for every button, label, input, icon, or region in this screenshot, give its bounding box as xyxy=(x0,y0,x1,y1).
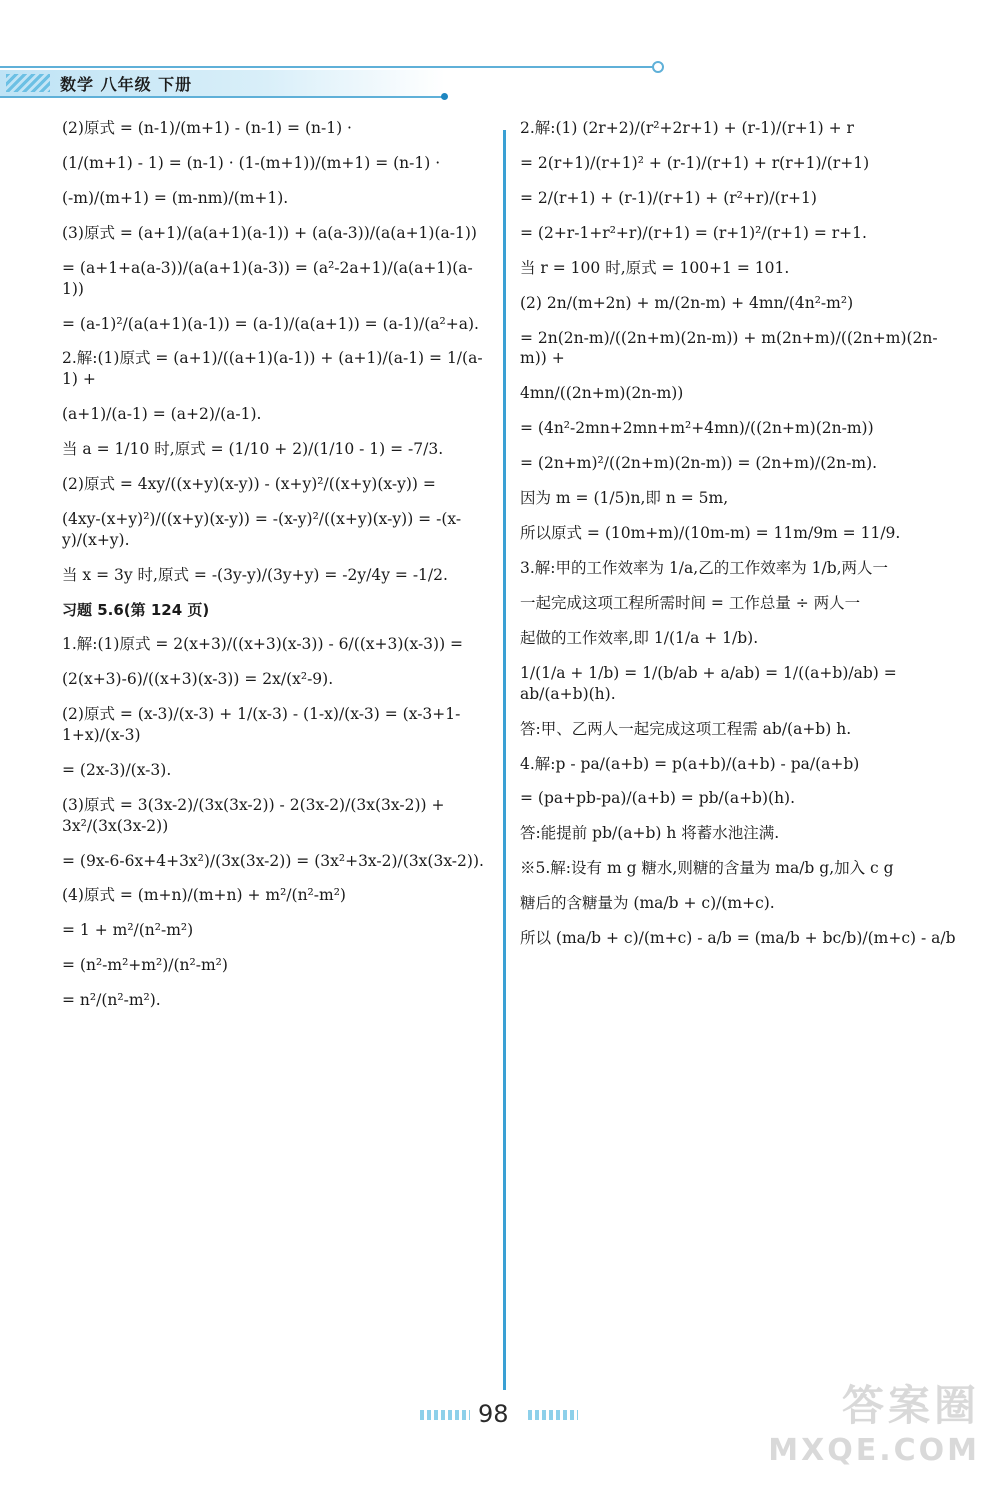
solution-line: 一起完成这项工程所需时间 = 工作总量 ÷ 两人一 xyxy=(520,593,861,612)
solution-line: = (a-1)²/(a(a+1)(a-1)) = (a-1)/(a(a+1)) = (a-1)/(a²+a). xyxy=(62,314,479,333)
footer-ornament-right xyxy=(528,1410,578,1420)
solution-line: = (9x-6-6x+4+3x²)/(3x(3x-2)) = (3x²+3x-2)/(3x(3x-2)). xyxy=(62,851,484,870)
solution-line: (a+1)/(a-1) = (a+2)/(a-1). xyxy=(62,405,262,424)
page-number: 98 xyxy=(478,1400,509,1428)
solution-line: (4)原式 = (m+n)/(m+n) + m²/(n²-m²) xyxy=(62,886,346,905)
section-heading: 习题 5.6(第 124 页) xyxy=(62,600,210,619)
solution-line: (2) 2n/(m+2n) + m/(2n-m) + 4mn/(4n²-m²) xyxy=(520,293,854,312)
watermark xyxy=(768,1373,980,1468)
column-divider xyxy=(503,130,506,1390)
header-band-dot-icon xyxy=(441,93,448,100)
solution-line: (2)原式 = (n-1)/(m+1) - (n-1) = (n-1) · xyxy=(62,119,352,137)
solution-line: = n²/(n²-m²). xyxy=(62,991,161,1010)
solution-line: 答:能提前 pb/(a+b) h 将蓄水池注满. xyxy=(520,824,780,843)
solution-line: = (pa+pb-pa)/(a+b) = pb/(a+b)(h). xyxy=(520,789,796,808)
solution-line: 2.解:(1)原式 = (a+1)/((a+1)(a-1)) + (a+1)/(a-1) = 1/(a-1) + xyxy=(62,349,483,389)
solution-line: 4.解:p - pa/(a+b) = p(a+b)/(a+b) - pa/(a+b) xyxy=(520,754,860,773)
solution-line: 糖后的含糖量为 (ma/b + c)/(m+c). xyxy=(520,894,775,913)
solution-line: = 2n(2n-m)/((2n+m)(2n-m)) + m(2n+m)/((2n+m)(2n-m)) + xyxy=(520,328,938,368)
header-top-rule xyxy=(0,66,655,68)
header-stripes-decoration xyxy=(6,74,50,92)
solution-line: 答:甲、乙两人一起完成这项工程需 ab/(a+b) h. xyxy=(520,719,852,738)
solution-line: 因为 m = (1/5)n,即 n = 5m, xyxy=(520,489,729,508)
solution-line: = (a+1+a(a-3))/(a(a+1)(a-3)) = (a²-2a+1)/(a(a+1)(a-1)) xyxy=(62,258,473,298)
solution-line: ※5.解:设有 m g 糖水,则糖的含量为 ma/b g,加入 c g xyxy=(520,859,894,878)
solution-line: 当 x = 3y 时,原式 = -(3y-y)/(3y+y) = -2y/4y = -1/2. xyxy=(62,565,448,584)
footer-ornament-left xyxy=(420,1410,470,1420)
right-column xyxy=(520,118,960,963)
header-rule-end-icon xyxy=(652,61,664,73)
solution-line: 1.解:(1)原式 = 2(x+3)/((x+3)(x-3)) - 6/((x+3)(x-3)) = xyxy=(62,635,464,654)
solution-line: 所以 (ma/b + c)/(m+c) - a/b = (ma/b + bc/b)/(m+c) - a/b xyxy=(520,929,956,948)
book-title: 数学 八年级 下册 xyxy=(60,75,193,94)
solution-line: 2.解:(1) (2r+2)/(r²+2r+1) + (r-1)/(r+1) + r xyxy=(520,119,854,137)
solution-line: 3.解:甲的工作效率为 1/a,乙的工作效率为 1/b,两人一 xyxy=(520,558,889,577)
solution-line: 4mn/((2n+m)(2n-m)) xyxy=(520,384,684,403)
solution-line: = 1 + m²/(n²-m²) xyxy=(62,921,194,940)
watermark-url: MXQE.COM xyxy=(768,1433,980,1468)
watermark-logo-text: 答案圈 xyxy=(841,1381,980,1430)
solution-line: = 2/(r+1) + (r-1)/(r+1) + (r²+r)/(r+1) xyxy=(520,188,817,207)
solution-line: (3)原式 = 3(3x-2)/(3x(3x-2)) - 2(3x-2)/(3x(3x-2)) + 3x²/(3x(3x-2)) xyxy=(62,795,450,835)
solution-line: 当 r = 100 时,原式 = 100+1 = 101. xyxy=(520,258,790,277)
solution-line: (2(x+3)-6)/((x+3)(x-3)) = 2x/(x²-9). xyxy=(62,670,334,688)
solution-line: = (4n²-2mn+2mn+m²+4mn)/((2n+m)(2n-m)) xyxy=(520,419,874,438)
solution-line: (1/(m+1) - 1) = (n-1) · (1-(m+1))/(m+1) = (n-1) · xyxy=(62,153,441,172)
solution-line: = (2+r-1+r²+r)/(r+1) = (r+1)²/(r+1) = r+1. xyxy=(520,223,867,242)
left-column xyxy=(62,118,492,1025)
solution-line: (2)原式 = (x-3)/(x-3) + 1/(x-3) - (1-x)/(x-3) = (x-3+1-1+x)/(x-3) xyxy=(62,704,461,744)
solution-line: 起做的工作效率,即 1/(1/a + 1/b). xyxy=(520,628,759,647)
solution-line: 当 a = 1/10 时,原式 = (1/10 + 2)/(1/10 - 1) = -7/3. xyxy=(62,440,444,459)
solution-line: (4xy-(x+y)²)/((x+y)(x-y)) = -(x-y)²/((x+y)(x-y)) = -(x-y)/(x+y). xyxy=(62,510,462,549)
solution-line: = (n²-m²+m²)/(n²-m²) xyxy=(62,956,228,975)
solution-line: (-m)/(m+1) = (m-nm)/(m+1). xyxy=(62,188,289,207)
solution-line: (2)原式 = 4xy/((x+y)(x-y)) - (x+y)²/((x+y)(x-y)) = xyxy=(62,475,436,494)
solution-line: = 2(r+1)/(r+1)² + (r-1)/(r+1) + r(r+1)/(r+1) xyxy=(520,153,870,172)
solution-line: = (2n+m)²/((2n+m)(2n-m)) = (2n+m)/(2n-m). xyxy=(520,454,878,473)
solution-line: 所以原式 = (10m+m)/(10m-m) = 11m/9m = 11/9. xyxy=(520,524,901,543)
solution-line: 1/(1/a + 1/b) = 1/(b/ab + a/ab) = 1/((a+b)/ab) = ab/(a+b)(h). xyxy=(520,663,902,703)
solution-line: = (2x-3)/(x-3). xyxy=(62,760,172,779)
solution-line: (3)原式 = (a+1)/(a(a+1)(a-1)) + (a(a-3))/(a(a+1)(a-1)) xyxy=(62,223,477,242)
header-band-rule xyxy=(0,96,445,98)
